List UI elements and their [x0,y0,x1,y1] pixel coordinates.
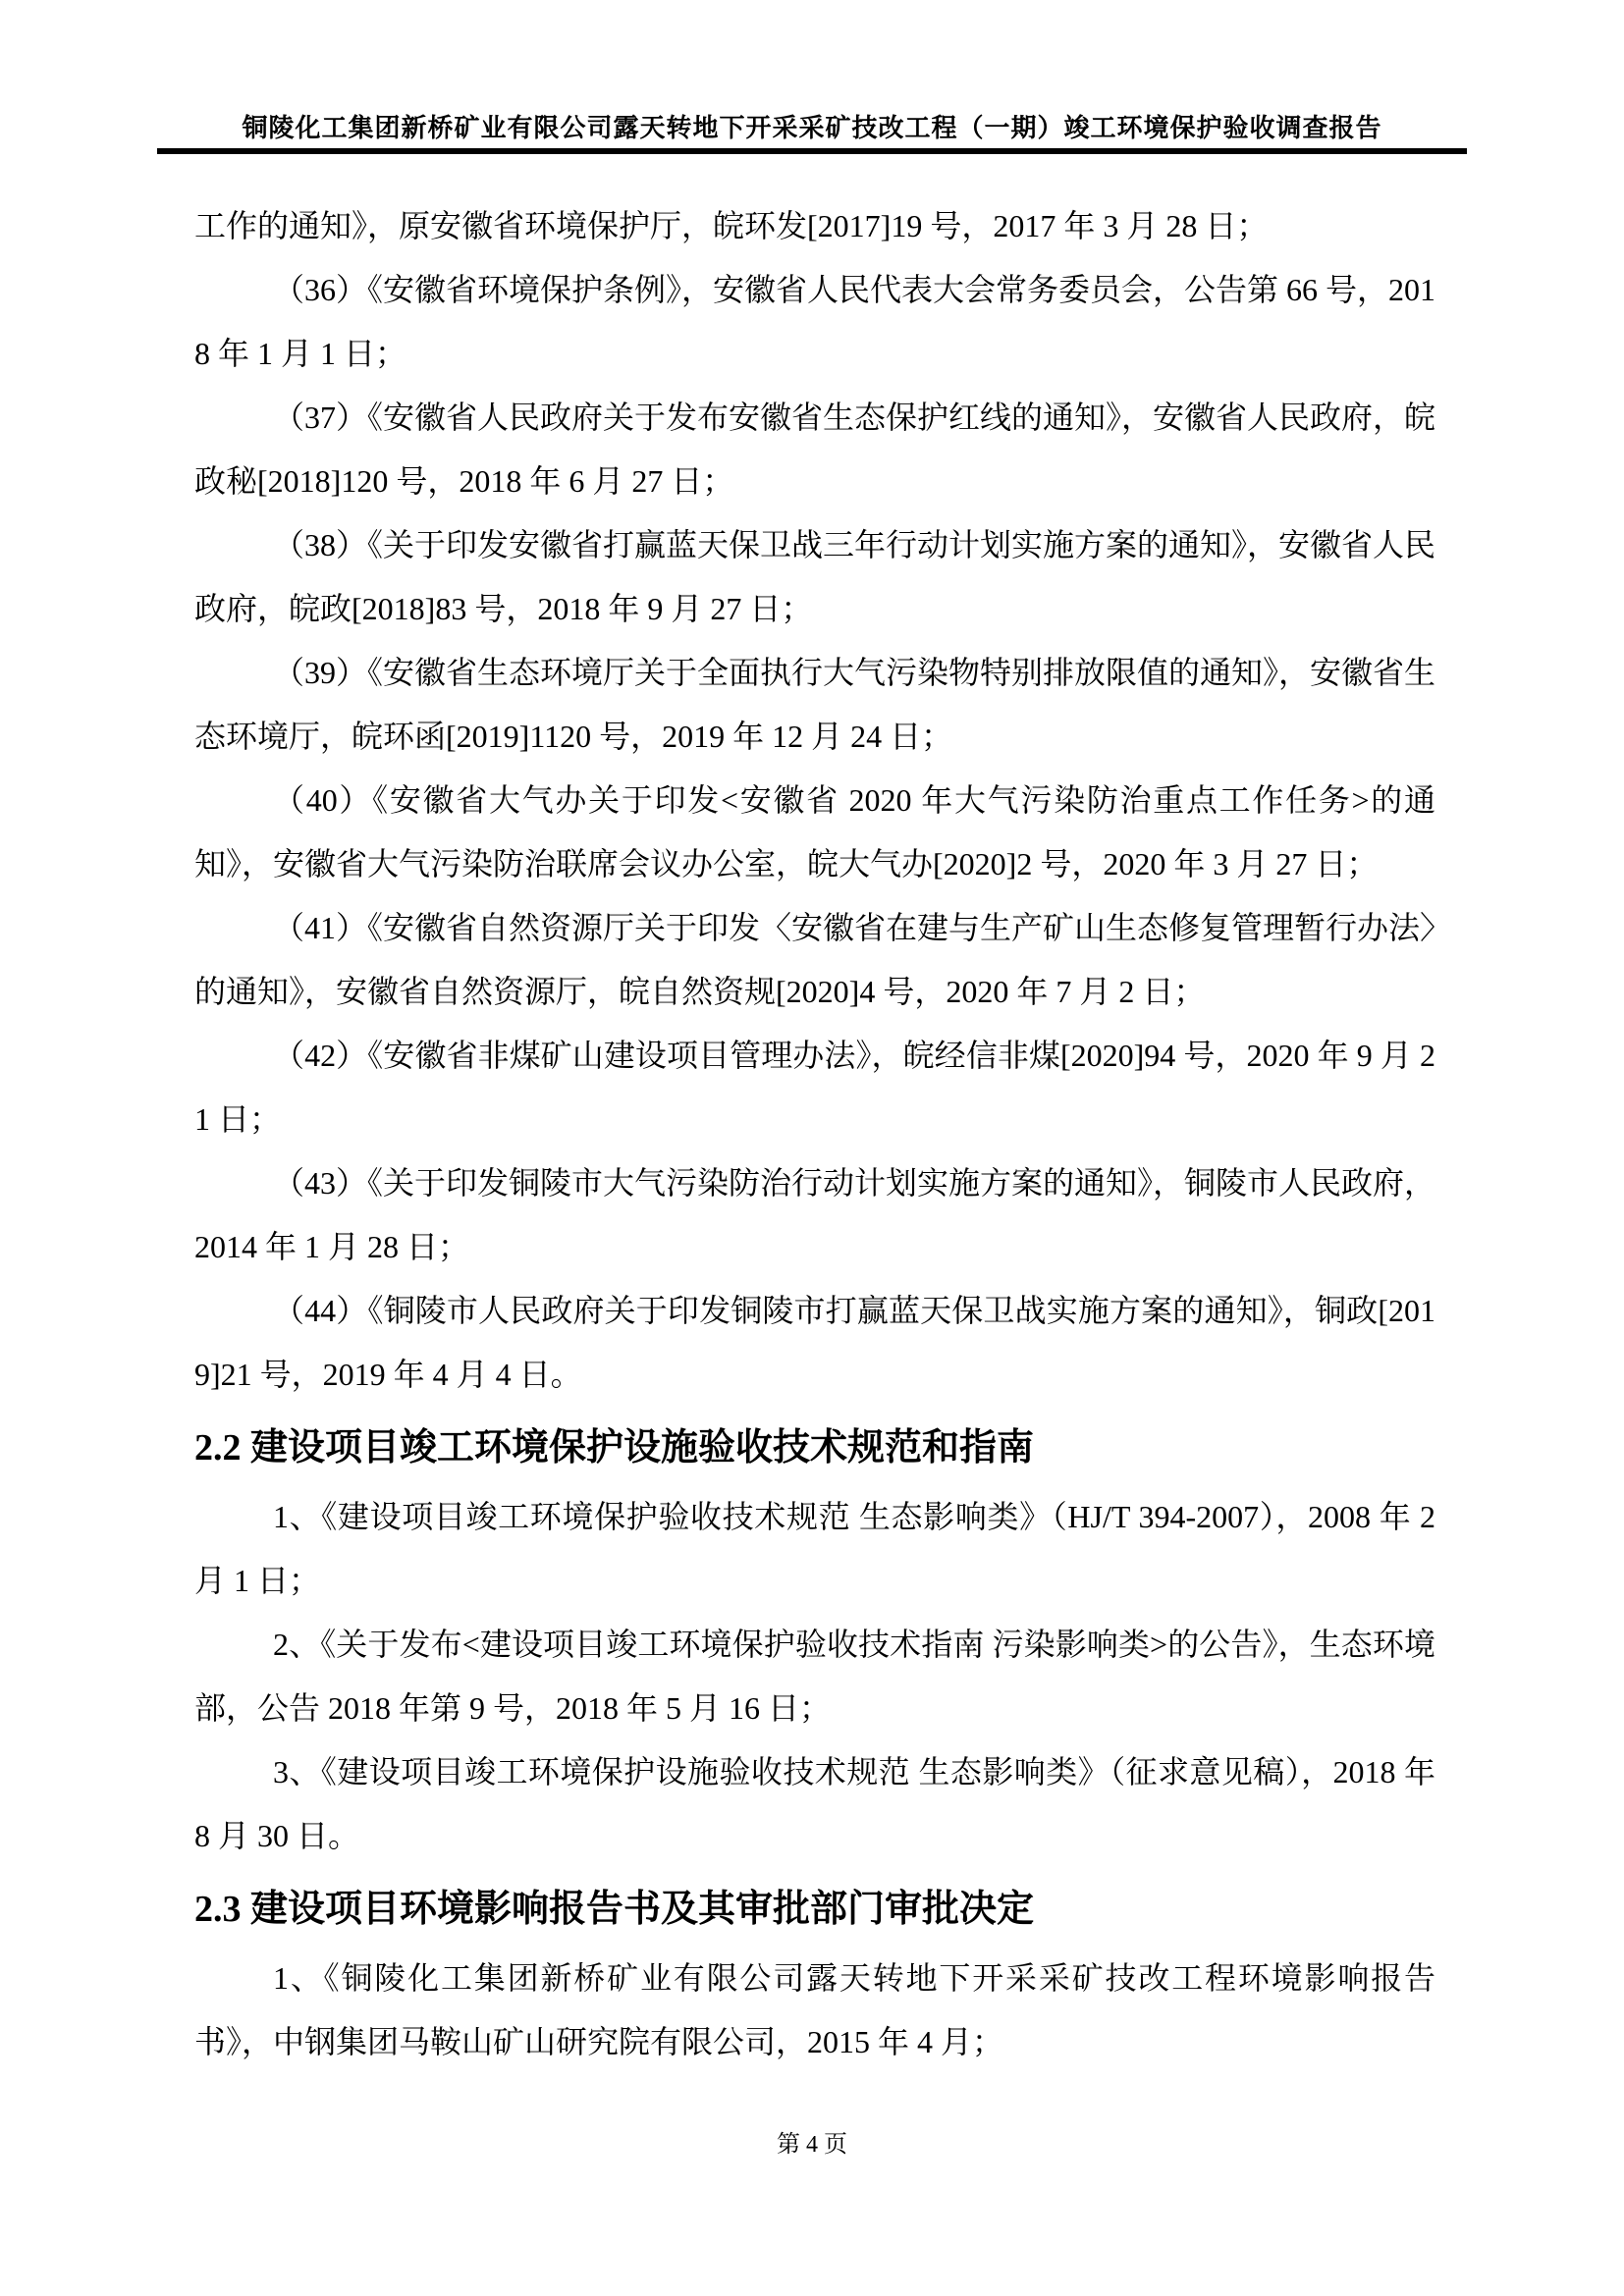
section-heading: 2.2 建设项目竣工环境保护设施验收技术规范和指南 [194,1427,1035,1468]
body-paragraph: （42）《安徽省非煤矿山建设项目管理办法》，皖经信非煤[2020]94 号，2020 年 9 月 21 日； [194,1038,1435,1137]
body-paragraph: （43）《关于印发铜陵市大气污染防治行动计划实施方案的通知》，铜陵市人民政府，2014 年 1 月 28 日； [194,1165,1436,1264]
body-paragraph: 2、《关于发布<建设项目竣工环境保护验收技术指南 污染影响类>的公告》，生态环境部，公告 2018 年第 9 号，2018 年 5 月 16 日； [194,1627,1435,1726]
body-paragraph: （39）《安徽省生态环境厅关于全面执行大气污染物特别排放限值的通知》，安徽省生态环境厅，皖环函[2019]1120 号，2019 年 12 月 24 日； [194,655,1436,754]
header-rule [157,148,1467,154]
body-paragraph: 3、《建设项目竣工环境保护设施验收技术规范 生态影响类》（征求意见稿），2018 年 8 月 30 日。 [194,1754,1435,1853]
body-paragraph: （41）《安徽省自然资源厅关于印发〈安徽省在建与生产矿山生态修复管理暂行办法〉的通知》，安徽省自然资源厅，皖自然资规[2020]4 号，2020 年 7 月 2 日； [194,910,1436,1009]
body-paragraph: （44）《铜陵市人民政府关于印发铜陵市打赢蓝天保卫战实施方案的通知》，铜政[2019]21 号，2019 年 4 月 4 日。 [194,1293,1435,1392]
body-paragraph: （36）《安徽省环境保护条例》，安徽省人民代表大会常务委员会，公告第 66 号，2018 年 1 月 1 日； [194,272,1436,371]
document-header-title: 铜陵化工集团新桥矿业有限公司露天转地下开采采矿技改工程（一期）竣工环境保护验收调查报告 [242,114,1382,142]
section-heading: 2.3 建设项目环境影响报告书及其审批部门审批决定 [194,1889,1035,1930]
body-paragraph: 1、《建设项目竣工环境保护验收技术规范 生态影响类》（HJ/T 394-2007），2008 年 2 月 1 日； [194,1499,1435,1598]
body-paragraph: （37）《安徽省人民政府关于发布安徽省生态保护红线的通知》，安徽省人民政府，皖政秘[2018]120 号，2018 年 6 月 27 日； [194,400,1436,499]
document-footer [0,2128,1624,2162]
body-paragraph: （40）《安徽省大气办关于印发<安徽省 2020 年大气污染防治重点工作任务>的通知》，安徽省大气污染防治联席会议办公室，皖大气办[2020]2 号，2020 年 3 月 27 日； [194,782,1435,881]
document-body [194,194,1435,2074]
body-paragraph: 1、《铜陵化工集团新桥矿业有限公司露天转地下开采采矿技改工程环境影响报告书》，中钢集团马鞍山矿山研究院有限公司，2015 年 4 月； [194,1960,1435,2059]
body-paragraph: 工作的通知》，原安徽省环境保护厅，皖环发[2017]19 号，2017 年 3 月 28 日； [194,208,1269,243]
body-paragraph: （38）《关于印发安徽省打赢蓝天保卫战三年行动计划实施方案的通知》，安徽省人民政府，皖政[2018]83 号，2018 年 9 月 27 日； [194,527,1436,626]
page-number-label: 第 4 页 [777,2132,847,2158]
